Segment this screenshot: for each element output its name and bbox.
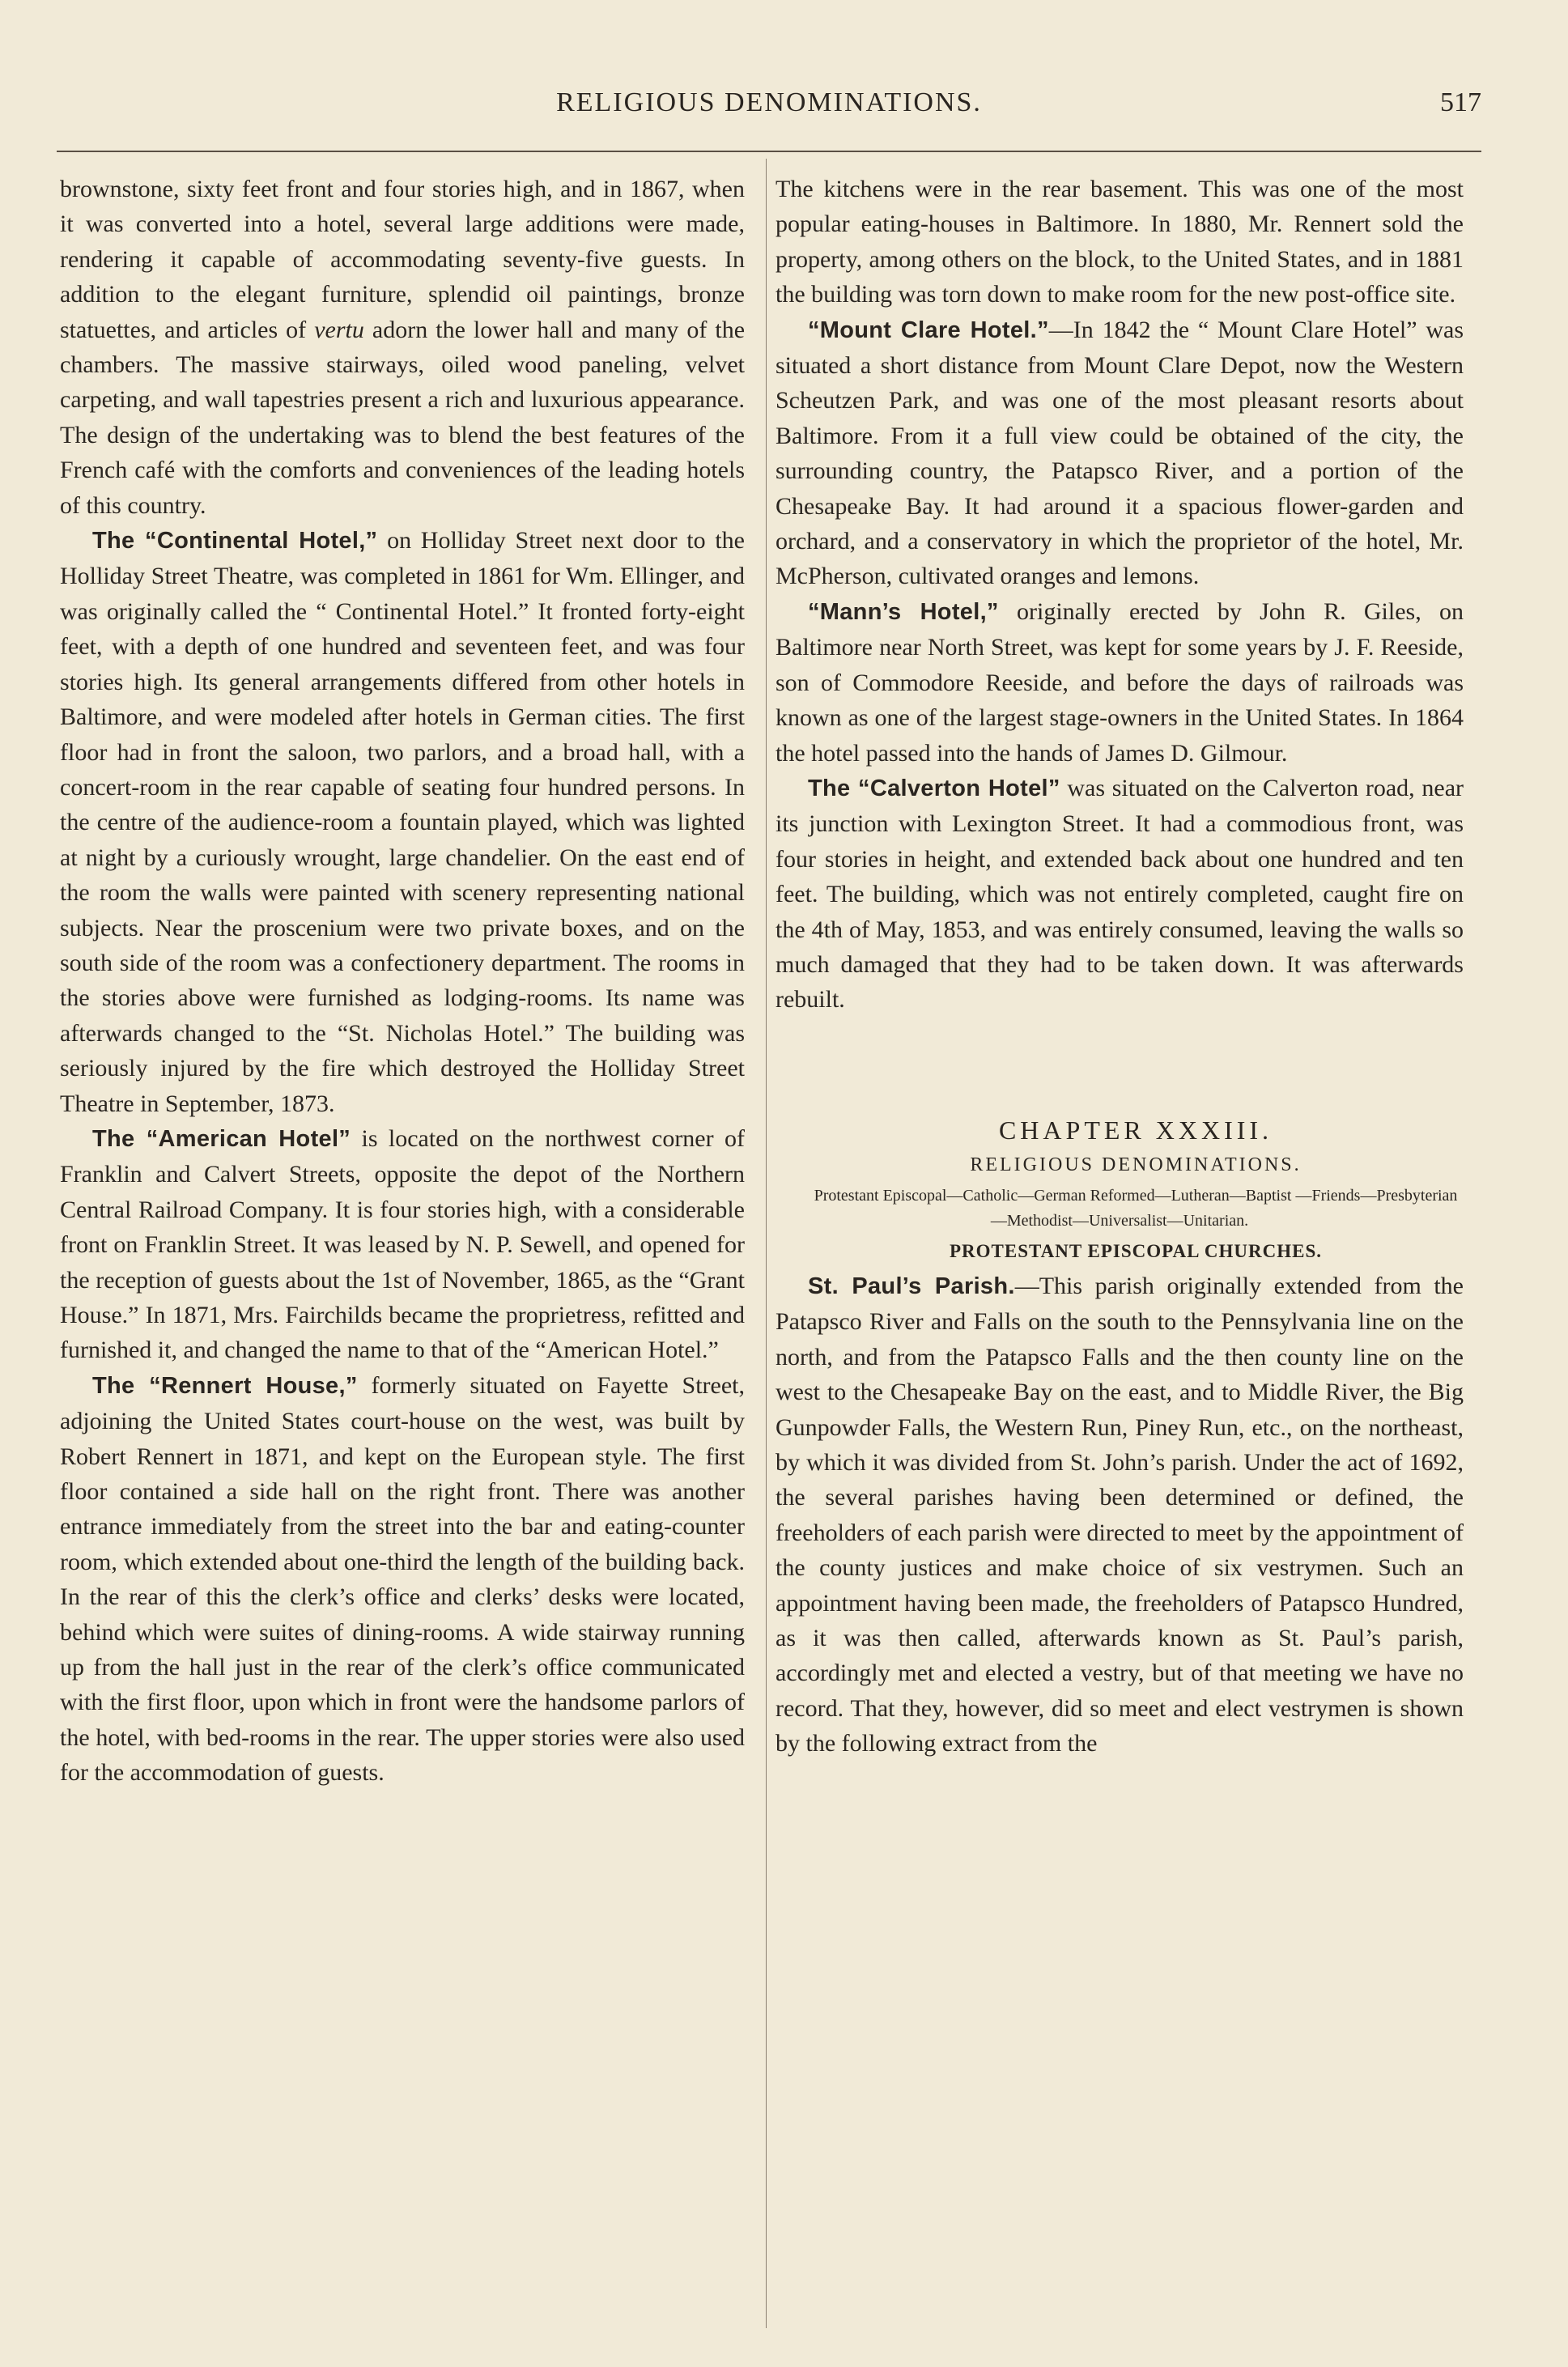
paragraph-calverton-hotel: The “Calverton Hotel” was situated on the Calverton road, near its junction with Lexington Street. It had a commodious front, was four stories in height, and extended back about one hundred and ten feet. The building, which was not entirely completed, caught fire on the 4th of May, 1853, and was entirely consumed, leaving the walls so much damaged that they had to be taken down. It was afterwards rebuilt. xyxy=(776,774,1464,1014)
lead-calverton-hotel: The “Calverton Hotel” xyxy=(808,775,1060,801)
running-title: RELIGIOUS DENOMINATIONS. xyxy=(556,87,982,117)
lead-american-hotel: The “American Hotel” xyxy=(92,1125,351,1152)
lead-continental-hotel: The “Continental Hotel,” xyxy=(92,528,378,555)
paragraph-continental-hotel: The “Continental Hotel,” on Holliday Street next door to the Holliday Street Theatre, was completed in 1861 for Wm. Ellinger, and was originally called the “ Continental Hotel.” It fronted forty-eight feet, with a depth of one hundred and seventeen feet, and was four stories high. Its general arrangements differed from other hotels in Baltimore, and were modeled after hotels in German cities. The first floor had in front the saloon, two parlors, and a broad hall, with a concert-room in the rear capable of seating four hundred persons. In the centre of the audience-room a fountain played, which was lighted at night by a curiously wrought, large chandelier. On the east end of the room the walls were painted with scenery representing national subjects. Near the proscenium were two private boxes, and on the south side of the room was a confectionery department. The rooms in the stories above were furnished as lodging-rooms. Its name was afterwards changed to the “St. Nicholas Hotel.” The building was seriously injured by the fire which destroyed the Holliday Street Theatre in September, 1873. xyxy=(60,527,745,1117)
page-number: 517 xyxy=(1440,87,1481,117)
chapter-summary: Protestant Episcopal—Catholic—German Reformed—Lutheran—Baptist —Friends—Presbyterian—Methodist—Universalist—Unitarian. xyxy=(814,1186,1458,1230)
lead-rennert-house: The “Rennert House,” xyxy=(92,1372,358,1399)
column-divider xyxy=(766,159,767,2328)
right-column xyxy=(776,172,1464,1761)
paragraph-manns-hotel: “Mann’s Hotel,” originally erected by John R. Giles, on Baltimore near North Street, was kept for some years by J. F. Reeside, son of Commodore Reeside, and before the days of railroads was known as one of the largest stage-owners in the United States. In 1864 the hotel passed into the hands of James D. Gilmour. xyxy=(776,597,1464,767)
left-column xyxy=(60,172,745,1791)
chapter-title: CHAPTER XXXIII. xyxy=(998,1115,1273,1145)
paragraph-american-hotel: The “American Hotel” is located on the northwest corner of Franklin and Calvert Streets, opposite the depot of the Northern Central Railroad Company. It is four stories high, with a considerable front on Franklin Street. It was leased by N. P. Sewell, and opened for the reception of guests about the 1st of November, 1865, as the “Grant House.” In 1871, Mrs. Fairchilds became the proprietress, refitted and furnished it, and changed the name to that of the “American Hotel.” xyxy=(60,1124,745,1364)
section-heading: PROTESTANT EPISCOPAL CHURCHES. xyxy=(949,1240,1323,1261)
lead-manns-hotel: “Mann’s Hotel,” xyxy=(808,598,999,625)
page-header xyxy=(57,87,1481,133)
paragraph-kitchens: The kitchens were in the rear basement. This was one of the most popular eating-houses in Baltimore. In 1880, Mr. Rennert sold the property, among others on the block, to the United States, and in 1881 the building was torn down to make room for the new post-office site. xyxy=(776,176,1464,308)
paragraph-st-pauls-parish: St. Paul’s Parish.—This parish originally extended from the Patapsco River and Falls on the south to the Pennsylvania line on the north, and from the Patapsco Falls and the then county line on the west to the Chesapeake Bay on the east, and to Middle River, the Big Gunpowder Falls, the Western Run, Piney Run, etc., on the northeast, by which it was divided from St. John’s parish. Under the act of 1692, the several parishes having been determined or defined, the freeholders of each parish were directed to meet by the appointment of the county justices and make choice of six vestrymen. Such an appointment having been made, the freeholders of Patapsco Hundred, as it was then called, afterwards known as St. Paul’s parish, accordingly met and elected a vestry, but of that meeting we have no record. That they, however, did so meet and elect vestrymen is shown by the following extract from the xyxy=(776,1272,1464,1757)
lead-st-pauls-parish: St. Paul’s Parish. xyxy=(808,1273,1015,1299)
italic-vertu: vertu xyxy=(314,316,364,343)
paragraph-mount-clare-hotel: “Mount Clare Hotel.”—In 1842 the “ Mount Clare Hotel” was situated a short distance from Mount Clare Depot, now the Western Scheutzen Park, and was one of the most pleasant resorts about Baltimore. From it a full view could be obtained of the city, the surrounding country, the Patapsco River, and a portion of the Chesapeake Bay. It had around it a spacious flower-garden and orchard, and a conservatory in which the proprietor of the hotel, Mr. McPherson, cultivated oranges and lemons. xyxy=(776,316,1464,590)
paragraph-rennert-house: The “Rennert House,” formerly situated on Fayette Street, adjoining the United States court-house on the west, was built by Robert Rennert in 1871, and kept on the European style. The first floor contained a side hall on the right front. There was another entrance immediately from the street into the bar and eating-counter room, which extended about one-third the length of the building back. In the rear of this the clerk’s office and clerks’ desks were located, behind which were suites of dining-rooms. A wide stairway running up from the hall just in the rear of the clerk’s office communicated with the first floor, upon which in front were the handsome parlors of the hotel, with bed-rooms in the rear. The upper stories were also used for the accommodation of guests. xyxy=(60,1371,745,1787)
paragraph-brownstone: brownstone, sixty feet front and four stories high, and in 1867, when it was converted into a hotel, several large additions were made, rendering it capable of accommodating seventy-five guests. In addition to the elegant furniture, splendid oil paintings, bronze statuettes, and articles of vertu adorn the lower hall and many of the chambers. The massive stairways, oiled wood paneling, velvet carpeting, and wall tapestries present a rich and luxurious appearance. The design of the undertaking was to blend the best features of the French café with the comforts and conveniences of the leading hotels of this country. xyxy=(60,176,746,519)
header-rule xyxy=(57,151,1481,152)
chapter-heading-block xyxy=(776,1113,1464,1268)
chapter-subtitle: RELIGIOUS DENOMINATIONS. xyxy=(970,1154,1302,1176)
lead-mount-clare-hotel: “Mount Clare Hotel.” xyxy=(808,317,1049,343)
